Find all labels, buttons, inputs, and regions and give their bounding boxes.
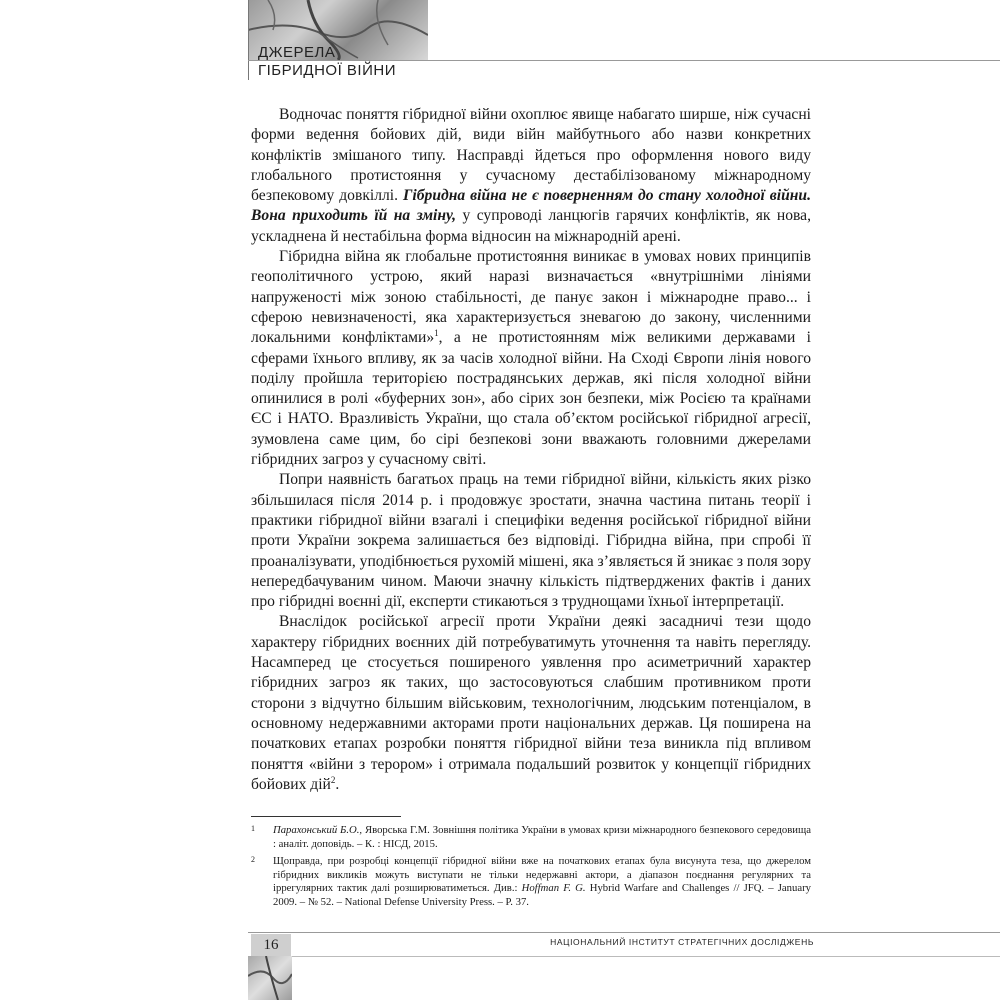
paragraph-4-text-b: . bbox=[335, 775, 340, 793]
paragraph-2 bbox=[251, 247, 811, 470]
paragraph-1-text-b: у супроводі ланцюгів гарячих конфліктів, як нова, ускладнена й нестабільна форма відносин на міжнародній арені. bbox=[251, 207, 811, 245]
footnotes bbox=[251, 824, 811, 913]
footnote-text-a: Щоправда, при розробці концепції гібридної війни вже на початкових етапах була висунута теза, що джерелом гібридних викликів можуть виступати не тільки недержавні актори, а діапазон поєднання регулярних та іррегулярних тактик далі розширюватиметься. Див.: bbox=[273, 855, 811, 894]
running-header bbox=[258, 44, 396, 80]
footer-map-image bbox=[248, 956, 292, 1000]
footnote-ref-1: 1 bbox=[434, 328, 439, 339]
footnote-2 bbox=[251, 855, 811, 909]
footnote-ref-2: 2 bbox=[330, 774, 336, 785]
footnote-author: Hoffman F. G. bbox=[521, 882, 586, 894]
footer-rule bbox=[248, 932, 1000, 933]
paragraph-2-text-b: , а не протистоянням між великими державами і сферами їхнього впливу, як за часів холодної війни. На Сході Європи лінія нового поділу пройшла територією пострадянських держав, які після холодної війни опинилися в ролі «буферних зон», або сірих зон безпеки, між Росією та країнами ЄС і НАТО. Вразливість України, що стала об’єктом російської гібридної агресії, зумовлена саме цим, бо сірі безпекові зони вважають головними джерелами гібридних загроз у сучасному світі. bbox=[251, 329, 812, 469]
header-vertical-rule bbox=[248, 0, 249, 80]
paragraph-4-text-a: Внаслідок російської агресії проти України деякі засадничі тези щодо характеру гібридних воєнних дій потребуватимуть уточнення та навіть перегляду. Насамперед це стосується поширеного уявлення про асиметричний характер гібридних загроз як таких, що застосовуються слабшим противником проти сторони з відчутно більшим військовим, технологічним, людським потенціалом, в основному недержавними акторами проти національних держав. Ця поширена на початкових етапах розробки поняття гібридної війни теза виникла під впливом поняття «війни з терором» і отримала подальший розвиток у концепції гібридних бойових дій bbox=[251, 613, 811, 793]
paragraph-3: Попри наявність багатьох праць на теми гібридної війни, кількість яких різко збільшилася після 2014 р. і продовжує зростати, значна частина питань теорії і практики гібридної війни взагалі і специфіки ведення російської гібридної війни проти України зокрема залишається без відповіді. Гібридна війна, при спробі її проаналізувати, уподібнюється рухомій мішені, яка з’являється й зникає з поля зору непередбачуваним чином. Маючи значну кількість підтверджених фактів і даних про гібридні воєнні дії, експерти стикаються з труднощами їхньої інтерпретації. bbox=[251, 471, 811, 611]
paragraph-1-text-a: Водночас поняття гібридної війни охоплює явище набагато ширше, ніж сучасні форми ведення бойових дій, види війн майбутнього або назви конкретних конфліктів змішаного типу. Насправді йдеться про оформлення нового виду глобального протистояння у сучасному дестабілізованому міжнародному безпековому довкіллі. bbox=[251, 106, 811, 205]
page-number: 16 bbox=[251, 934, 291, 956]
paragraph-1-emphasis: Гібридна війна не є поверненням до стану холодної війни. Вона приходить їй на зміну, bbox=[251, 187, 811, 225]
footnote-number: 1 bbox=[251, 824, 255, 833]
footnote-separator bbox=[251, 816, 401, 817]
footnote-1 bbox=[251, 824, 811, 851]
footnote-author: Парахонський Б.О., bbox=[273, 824, 363, 836]
main-text bbox=[251, 105, 811, 795]
footnote-text: Яворська Г.М. Зовнішня політика України в умовах кризи міжнародного безпекового середовища : аналіт. доповідь. – К. : НІСД, 2015. bbox=[273, 824, 811, 850]
footnote-number: 2 bbox=[251, 855, 255, 864]
footnote-text-b: Hybrid Warfare and Challenges // JFQ. – January 2009. – № 52. – National Defense University Press. – P. 37. bbox=[273, 882, 811, 908]
paragraph-1 bbox=[251, 105, 811, 247]
header-title-line1: ДЖЕРЕЛА bbox=[258, 44, 336, 61]
paragraph-2-text-a: Гібридна війна як глобальне протистояння виникає в умовах нових принципів геополітичного устрою, який наразі визначається «внутрішніми лініями напруженості між зоною стабільності, де панує закон і міжнародне право... і сферою невизначеності, яка характеризується зневагою до закону, численними локальними конфліктами» bbox=[251, 248, 811, 347]
footer-institute: НАЦІОНАЛЬНИЙ ІНСТИТУТ СТРАТЕГІЧНИХ ДОСЛІДЖЕНЬ bbox=[550, 937, 814, 947]
header-title-line2: ГІБРИДНОЇ ВІЙНИ bbox=[258, 62, 396, 79]
footer-rule-lower bbox=[291, 956, 1000, 957]
paragraph-4 bbox=[251, 612, 811, 795]
